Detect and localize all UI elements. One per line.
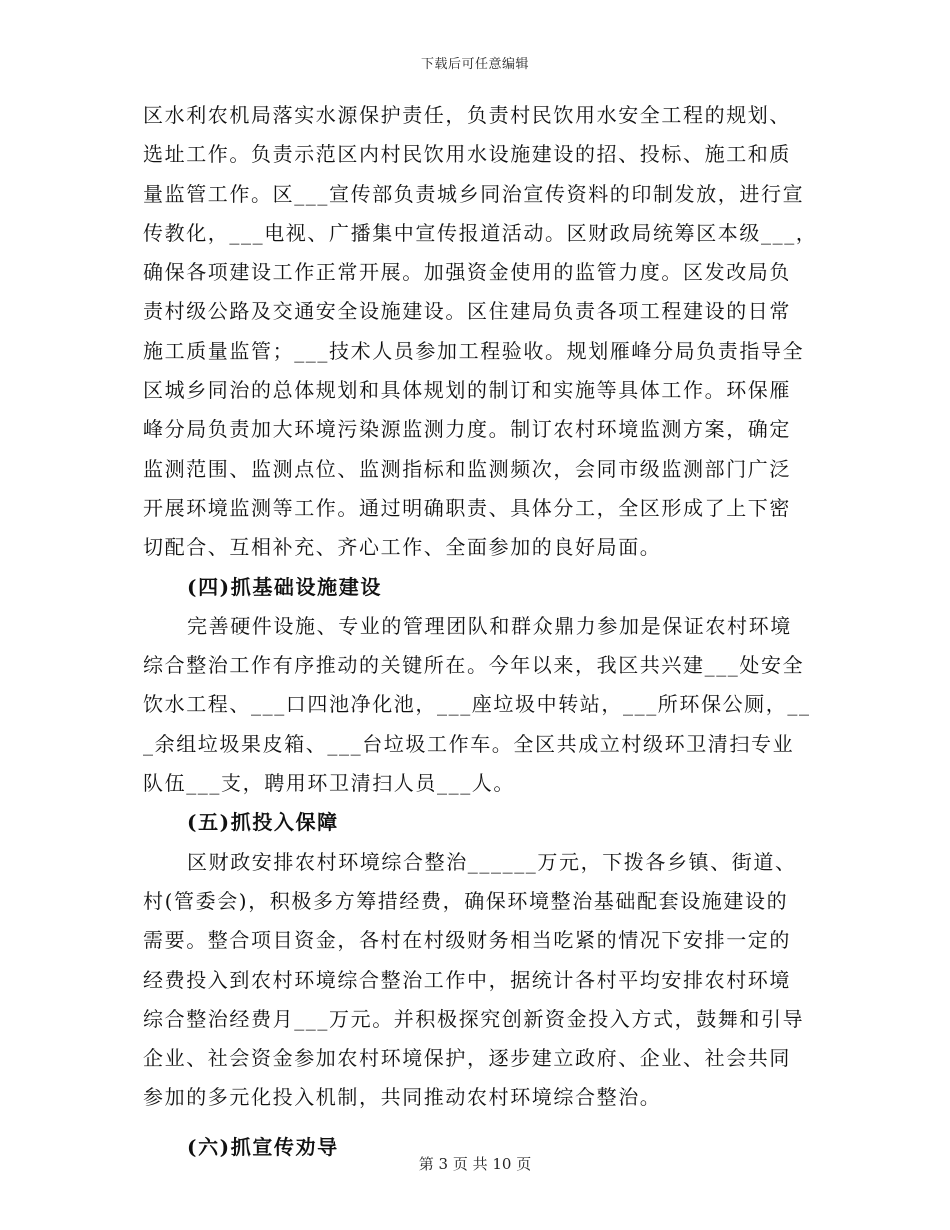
text-line: 传教化，___电视、广播集中宣传报道活动。区财政局统筹区本级___， [143,220,818,245]
section-heading-publicity: (六)抓宣传劝导 [187,1134,339,1159]
text-line: 综合整治经费月___万元。并积极探究创新资金投入方式，鼓舞和引导 [143,1006,805,1031]
text-line: 选址工作。负责示范区内村民饮用水设施建设的招、投标、施工和质 [143,142,791,167]
text-line: 施工质量监管；___技术人员参加工程验收。规划雁峰分局负责指导全 [143,338,805,363]
page-header: 下载后可任意编辑 [420,57,529,72]
text-line: 企业、社会资金参加农村环境保护，逐步建立政府、企业、社会共同 [143,1046,791,1071]
text-line: _余组垃圾果皮箱、___台垃圾工作车。全区共成立村级环卫清扫专业 [143,731,795,756]
text-line: 队伍___支，聘用环卫清扫人员___人。 [143,771,515,796]
text-line: 区城乡同治的总体规划和具体规划的制订和实施等具体工作。环保雁 [143,378,791,403]
text-line: 村(管委会)，积极多方筹措经费，确保环境整治基础配套设施建设的 [143,888,789,913]
section-heading-infrastructure: (四)抓基础设施建设 [187,574,382,599]
text-line: 完善硬件设施、专业的管理团队和群众鼎力参加是保证农村环境 [187,613,792,638]
text-line: 切配合、互相补充、齐心工作、全面参加的良好局面。 [143,535,662,560]
paragraph-investment [143,843,807,1118]
text-line: 责村级公路及交通安全设施建设。区住建局负责各项工程建设的日常 [143,299,791,324]
text-line: 量监管工作。区___宣传部负责城乡同治宣传资料的印制发放，进行宣 [143,181,805,206]
text-line: 综合整治工作有序推动的关键所在。今年以来，我区共兴建___处安全 [143,653,805,678]
section-heading-investment: (五)抓投入保障 [187,810,339,835]
text-line: 区财政安排农村环境综合整治______万元，下拨各乡镇、街道、 [187,849,797,874]
text-line: 参加的多元化投入机制，共同推动农村环境综合整治。 [143,1085,662,1110]
paragraph-responsibilities [143,96,818,568]
text-line: 确保各项建设工作正常开展。加强资金使用的监管力度。区发改局负 [143,260,791,285]
paragraph-infrastructure [143,607,811,803]
document-body [143,96,818,1167]
text-line: 饮水工程、___口四池净化池，___座垃圾中转站，___所环保公厕，__ [143,692,811,717]
page-number: 第 3 页 共 10 页 [418,1155,532,1173]
text-line: 峰分局负责加大环境污染源监测力度。制订农村环境监测方案，确定 [143,417,791,442]
text-line: 经费投入到农村环境综合整治工作中，据统计各村平均安排农村环境 [143,967,791,992]
text-line: 区水利农机局落实水源保护责任，负责村民饮用水安全工程的规划、 [143,103,791,127]
text-line: 需要。整合项目资金，各村在村级财务相当吃紧的情况下安排一定的 [143,928,791,953]
text-line: 开展环境监测等工作。通过明确职责、具体分工，全区形成了上下密 [143,495,791,520]
text-line: 监测范围、监测点位、监测指标和监测频次，会同市级监测部门广泛 [143,456,791,481]
